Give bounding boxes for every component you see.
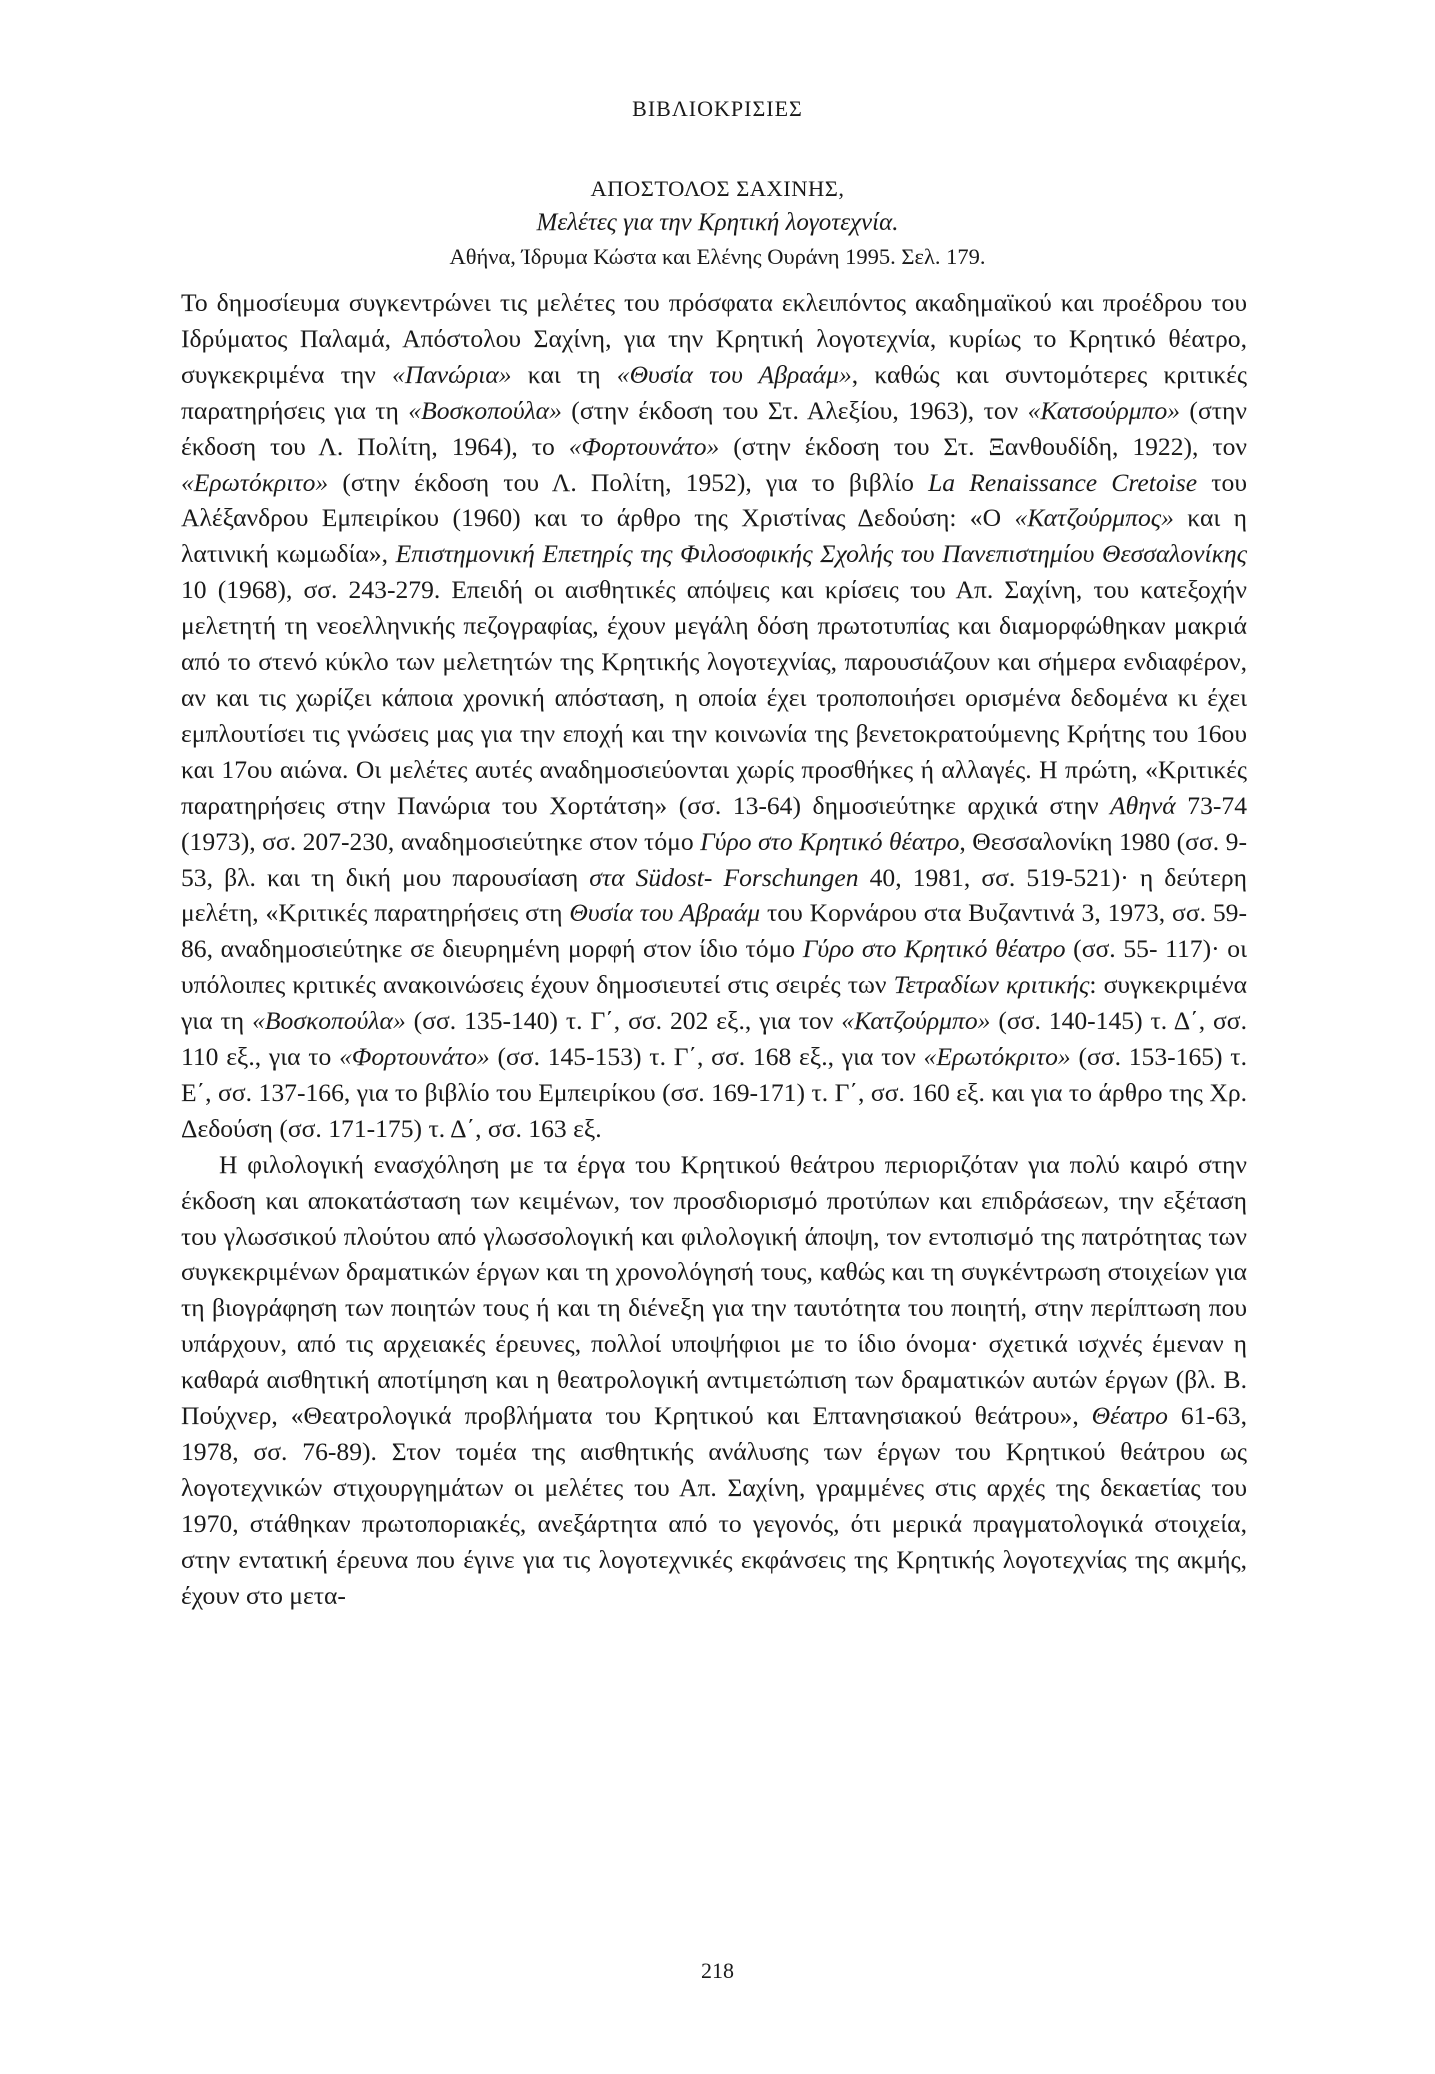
running-head: ΒΙΒΛΙΟΚΡΙΣΙΕΣ — [632, 96, 803, 121]
review-body — [181, 285, 1247, 1614]
review-header — [0, 172, 1435, 274]
review-book-title: Μελέτες για την Κρητική λογοτεχνία. — [536, 209, 899, 236]
page-number: 218 — [701, 1958, 734, 1983]
paragraph-2: Η φιλολογική ενασχόληση με τα έργα του Κρητικού θεάτρου περιοριζόταν για πολύ καιρό στην έκδοση και αποκατάσταση των κειμένων, τον προσδιορισμό προτύπων και επιδράσεων, την εξέταση του γλωσσικού πλούτου από γλωσσολογική και φιλολογική άποψη, τον εντοπισμό της πατρότητας των συγκεκριμένων δραματικών έργων και τη χρονολόγησή τους, καθώς και τη συγκέντρωση στοιχείων για τη βιογράφηση των ποιητών τους ή και τη διένεξη για την ταυτότητα του ποιητή, στην περίπτωση που υπάρχουν, από τις αρχειακές έρευνες, πολλοί υποψήφιοι με το ίδιο όνομα· σχετικά ισχνές έμεναν η καθαρά αισθητική αποτίμηση και η θεατρολογική αντιμετώπιση των δραματικών αυτών έργων (βλ. Β. Πούχνερ, «Θεατρολογικά προβλήματα του Κρητικού και Επτανησιακού θεάτρου», Θέατρο 61-63, 1978, σσ. 76-89). Στον τομέα της αισθητικής ανάλυσης των έργων του Κρητικού θεάτρου ως λογοτεχνικών στιχουργημάτων οι μελέτες του Απ. Σαχίνη, γραμμένες στις αρχές της δεκαετίας του 1970, στάθηκαν πρωτοποριακές, ανεξάρτητα από το γεγονός, ότι μερικά πραγματολογικά στοιχεία, στην εντατική έρευνα που έγινε για τις λογοτεχνικές εκφάνσεις της Κρητικής λογοτεχνίας της ακμής, έχουν στο μετα- — [181, 1149, 1247, 1610]
paragraph-1: Το δημοσίευμα συγκεντρώνει τις μελέτες του πρόσφατα εκλειπόντος ακαδημαϊκού και προέδρου του Ιδρύματος Παλαμά, Απόστολου Σαχίνη, για την Κρητική λογοτεχνία, κυρίως το Κρητικό θέατρο, συγκεκριμένα την «Πανώρια» και τη «Θυσία του Αβραάμ», καθώς και συντομότερες κριτικές παρατηρήσεις για τη «Βοσκοπούλα» (στην έκδοση του Στ. Αλεξίου, 1963), τον «Κατσούρμπο» (στην έκδοση του Λ. Πολίτη, 1964), το «Φορτουνάτο» (στην έκδοση του Στ. Ξανθουδίδη, 1922), τον «Ερωτόκριτο» (στην έκδοση του Λ. Πολίτη, 1952), για το βιβλίο La Renaissance Cretoise του Αλέξανδρου Εμπειρίκου (1960) και το άρθρο της Χριστίνας Δεδούση: «Ο «Κατζούρμπος» και η λατινική κωμωδία», Επιστημονική Επετηρίς της Φιλοσοφικής Σχολής του Πανεπιστημίου Θεσσαλονίκης 10 (1968), σσ. 243-279. Επειδή οι αισθητικές απόψεις και κρίσεις του Απ. Σαχίνη, του κατεξοχήν μελετητή τη νεοελληνικής πεζογραφίας, έχουν μεγάλη δόση πρωτοτυπίας και διαμορφώθηκαν μακριά από το στενό κύκλο των μελετητών της Κρητικής λογοτεχνίας, παρουσιάζουν και σήμερα ενδιαφέρον, αν και τις χωρίζει κάποια χρονική απόσταση, η οποία έχει τροποποιήσει ορισμένα δεδομένα κι έχει εμπλουτίσει τις γνώσεις μας για την εποχή και την κοινωνία της βενετοκρατούμενης Κρήτης του 16ου και 17ου αιώνα. Οι μελέτες αυτές αναδημοσιεύονται χωρίς προσθήκες ή αλλαγές. Η πρώτη, «Κριτικές παρατηρήσεις στην Πανώρια του Χορτάτση» (σσ. 13-64) δημοσιεύτηκε αρχικά στην Αθηνά 73-74 (1973), σσ. 207-230, αναδημοσιεύτηκε στον τόμο Γύρο στο Κρητικό θέατρο, Θεσσαλονίκη 1980 (σσ. 9-53, βλ. και τη δική μου παρουσίαση στα Südost- Forschungen 40, 1981, σσ. 519-521)· η δεύτερη μελέτη, «Κριτικές παρατηρήσεις στη Θυσία του Αβραάμ του Κορνάρου στα Βυζαντινά 3, 1973, σσ. 59-86, αναδημοσιεύτηκε σε διευρημένη μορφή στον ίδιο τόμο Γύρο στο Κρητικό θέατρο (σσ. 55- 117)· οι υπόλοιπες κριτικές ανακοινώσεις έχουν δημοσιευτεί στις σειρές των Τετραδίων κριτικής: συγκεκριμένα για τη «Βοσκοπούλα» (σσ. 135-140) τ. Γ΄, σσ. 202 εξ., για τον «Κατζούρμπο» (σσ. 140-145) τ. Δ΄, σσ. 110 εξ., για το «Φορτουνάτο» (σσ. 145-153) τ. Γ΄, σσ. 168 εξ., για τον «Ερωτόκριτο» (σσ. 153-165) τ. Ε΄, σσ. 137-166, για το βιβλίο του Εμπειρίκου (σσ. 169-171) τ. Γ΄, σσ. 160 εξ. και για το άρθρο της Χρ. Δεδούση (σσ. 171-175) τ. Δ΄, σσ. 163 εξ. — [181, 288, 1248, 1143]
review-publication: Αθήνα, Ίδρυμα Κώστα και Ελένης Ουράνη 1995. Σελ. 179. — [449, 244, 986, 269]
review-author: ΑΠΟΣΤΟΛΟΣ ΣΑΧΙΝΗΣ, — [590, 176, 845, 201]
